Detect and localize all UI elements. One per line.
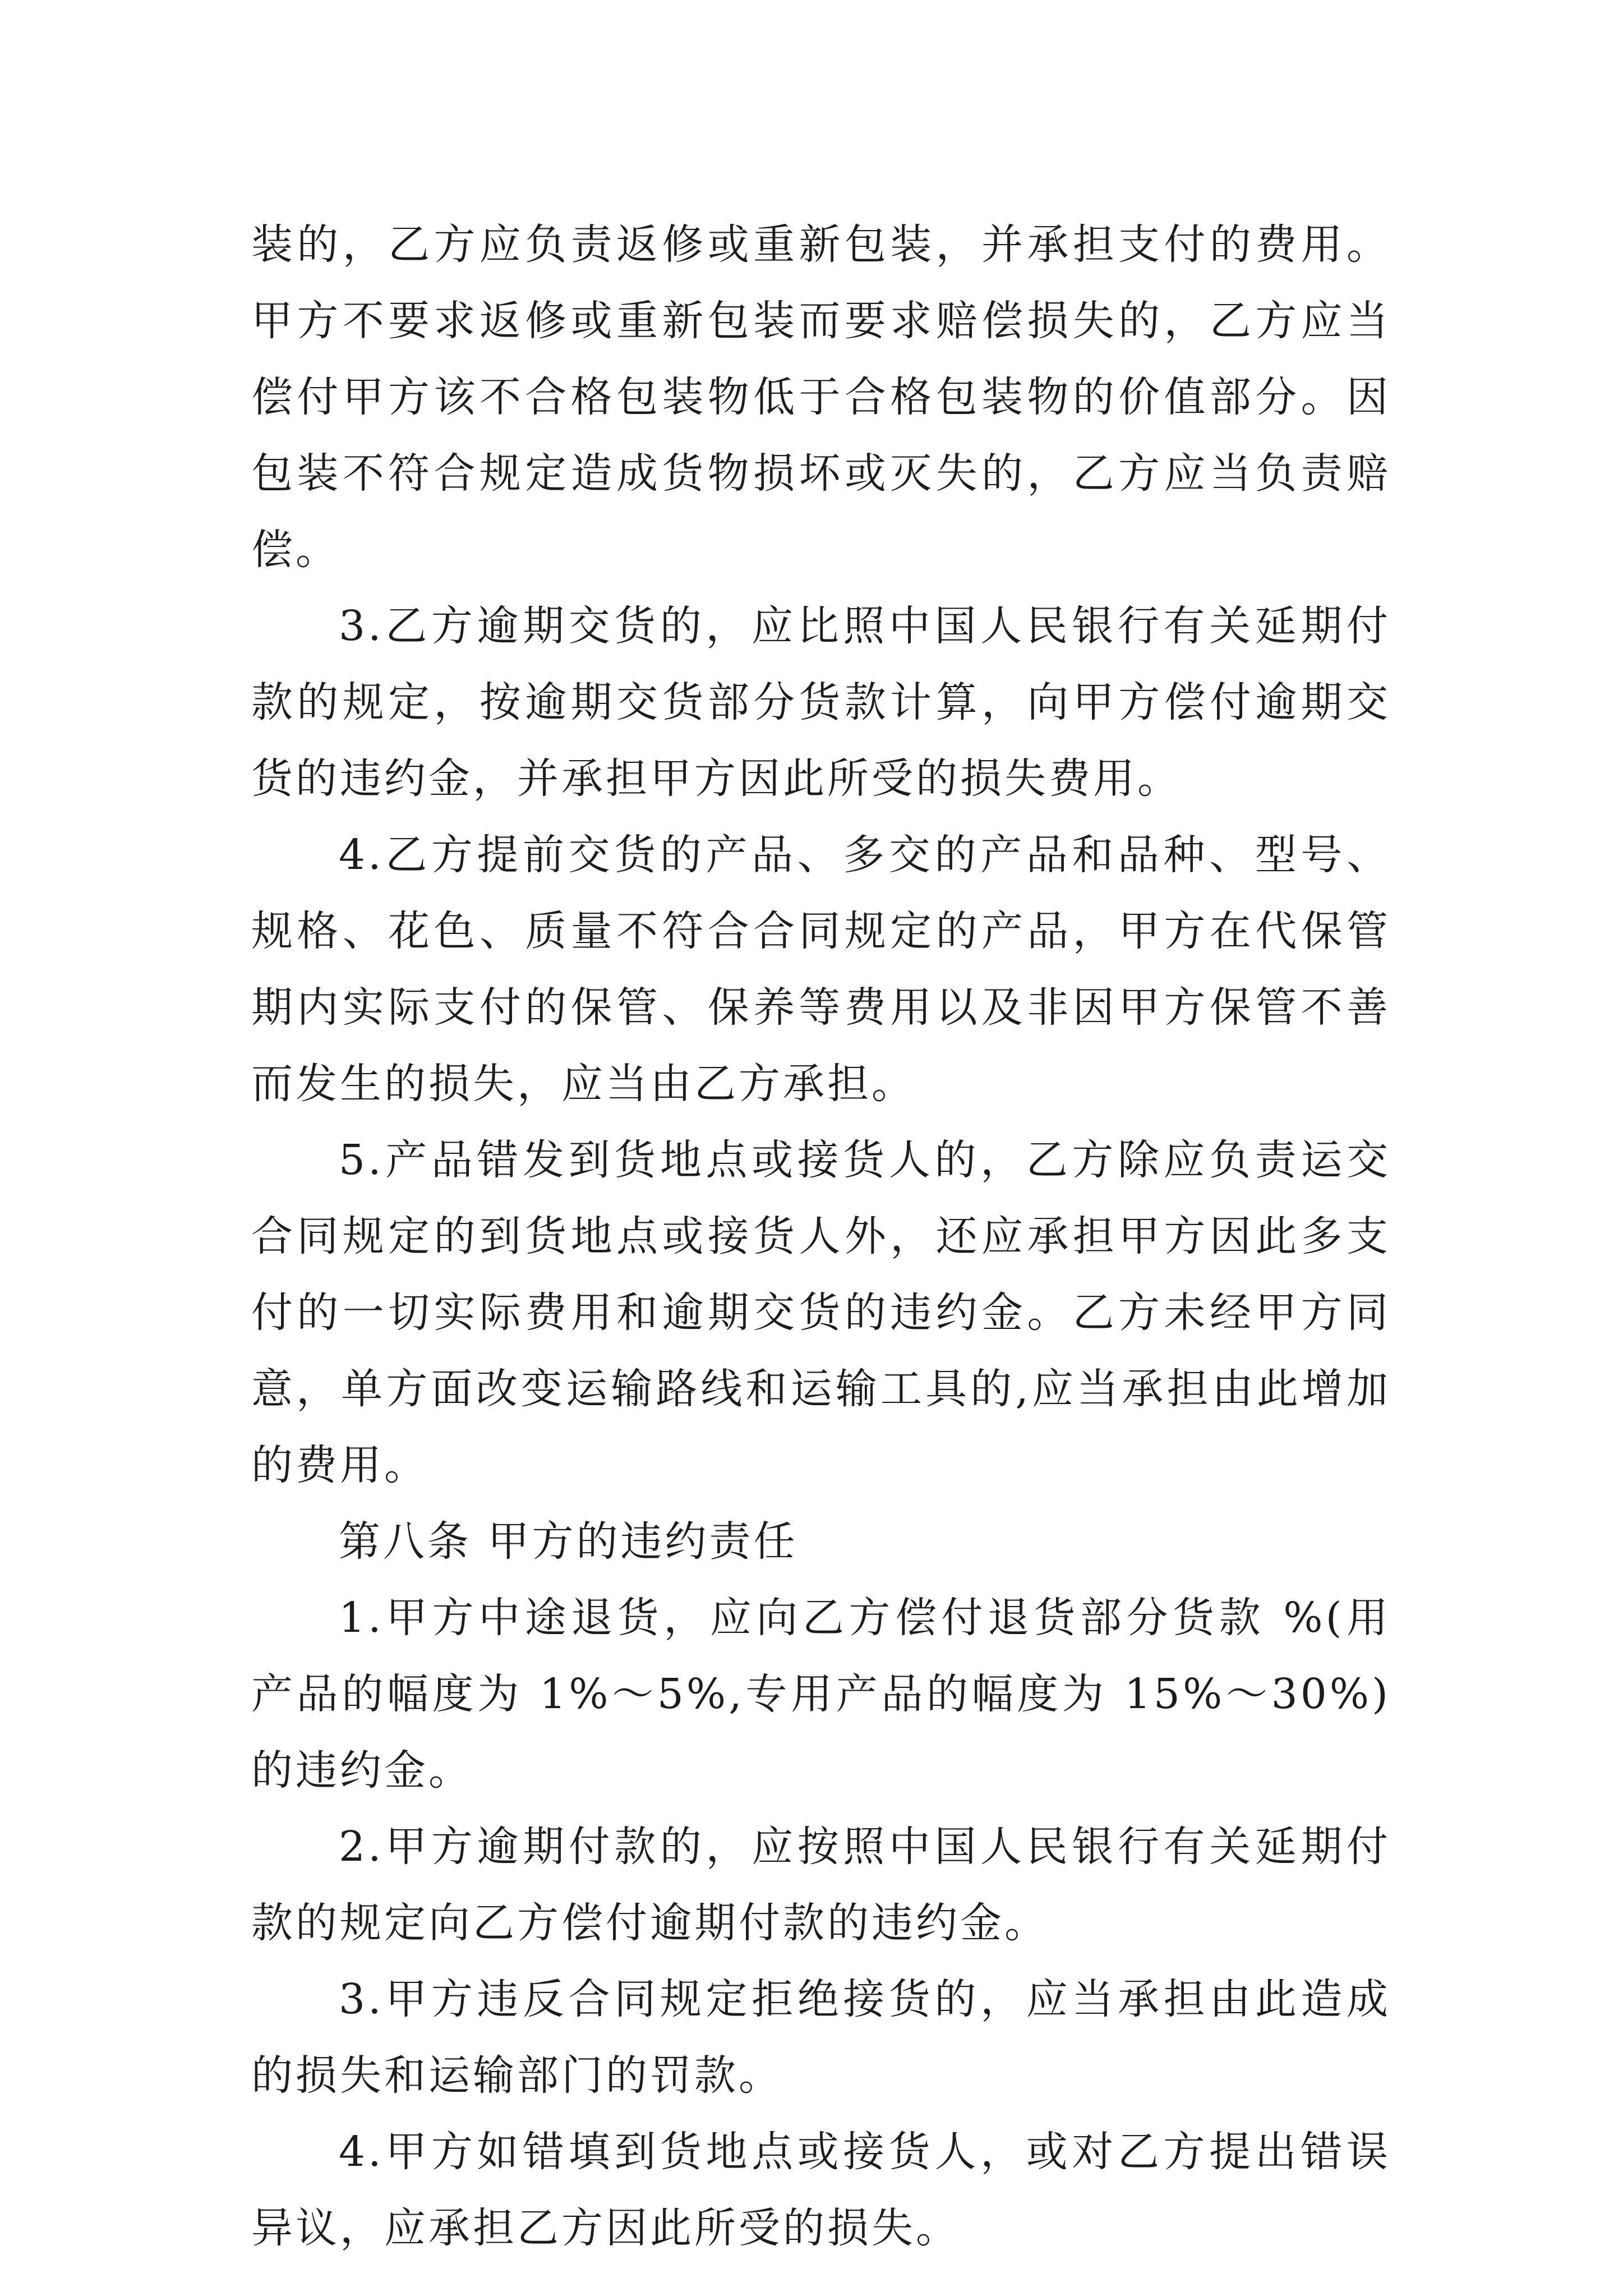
paragraph-clause-3-late-delivery: 3.乙方逾期交货的，应比照中国人民银行有关延期付款的规定，按逾期交货部分货款计算，向甲方偿付逾期交货的违约金，并承担甲方因此所受的损失费用。 [251,602,1391,803]
paragraph-buyer-clause-2-late-payment: 2.甲方逾期付款的，应按照中国人民银行有关延期付款的规定向乙方偿付逾期付款的违约金。 [251,1823,1391,1947]
paragraph-buyer-clause-1-return: 1.甲方中途退货，应向乙方偿付退货部分货款 %(用产品的幅度为 1%～5%,专用产品的幅度为 15%～30%)的违约金。 [251,1594,1391,1795]
paragraph-buyer-clause-4-wrong-address: 4.甲方如错填到货地点或接货人，或对乙方提出错误异议，应承担乙方因此所受的损失。 [251,2128,1391,2252]
article-8-heading: 第八条 甲方的违约责任 [339,1517,798,1566]
paragraph-clause-4-early-delivery: 4.乙方提前交货的产品、多交的产品和品种、型号、规格、花色、质量不符合合同规定的产品，甲方在代保管期内实际支付的保管、保养等费用以及非因甲方保管不善而发生的损失，应当由乙方承担。 [251,831,1391,1108]
paragraph-packaging-continuation: 装的，乙方应负责返修或重新包装，并承担支付的费用。甲方不要求返修或重新包装而要求赔偿损失的，乙方应当偿付甲方该不合格包装物低于合格包装物的价值部分。因包装不符合规定造成货物损坏或灭失的，乙方应当负责赔偿。 [251,220,1391,574]
paragraph-clause-5-misdelivery: 5.产品错发到货地点或接货人的，乙方除应负责运交合同规定的到货地点或接货人外，还应承担甲方因此多支付的一切实际费用和逾期交货的违约金。乙方未经甲方同意，单方面改变运输路线和运输工具的,应当承担由此增加的费用。 [251,1136,1391,1489]
paragraph-buyer-clause-3-refuse-goods: 3.甲方违反合同规定拒绝接货的，应当承担由此造成的损失和运输部门的罚款。 [251,1975,1391,2100]
contract-body [251,206,1391,2266]
